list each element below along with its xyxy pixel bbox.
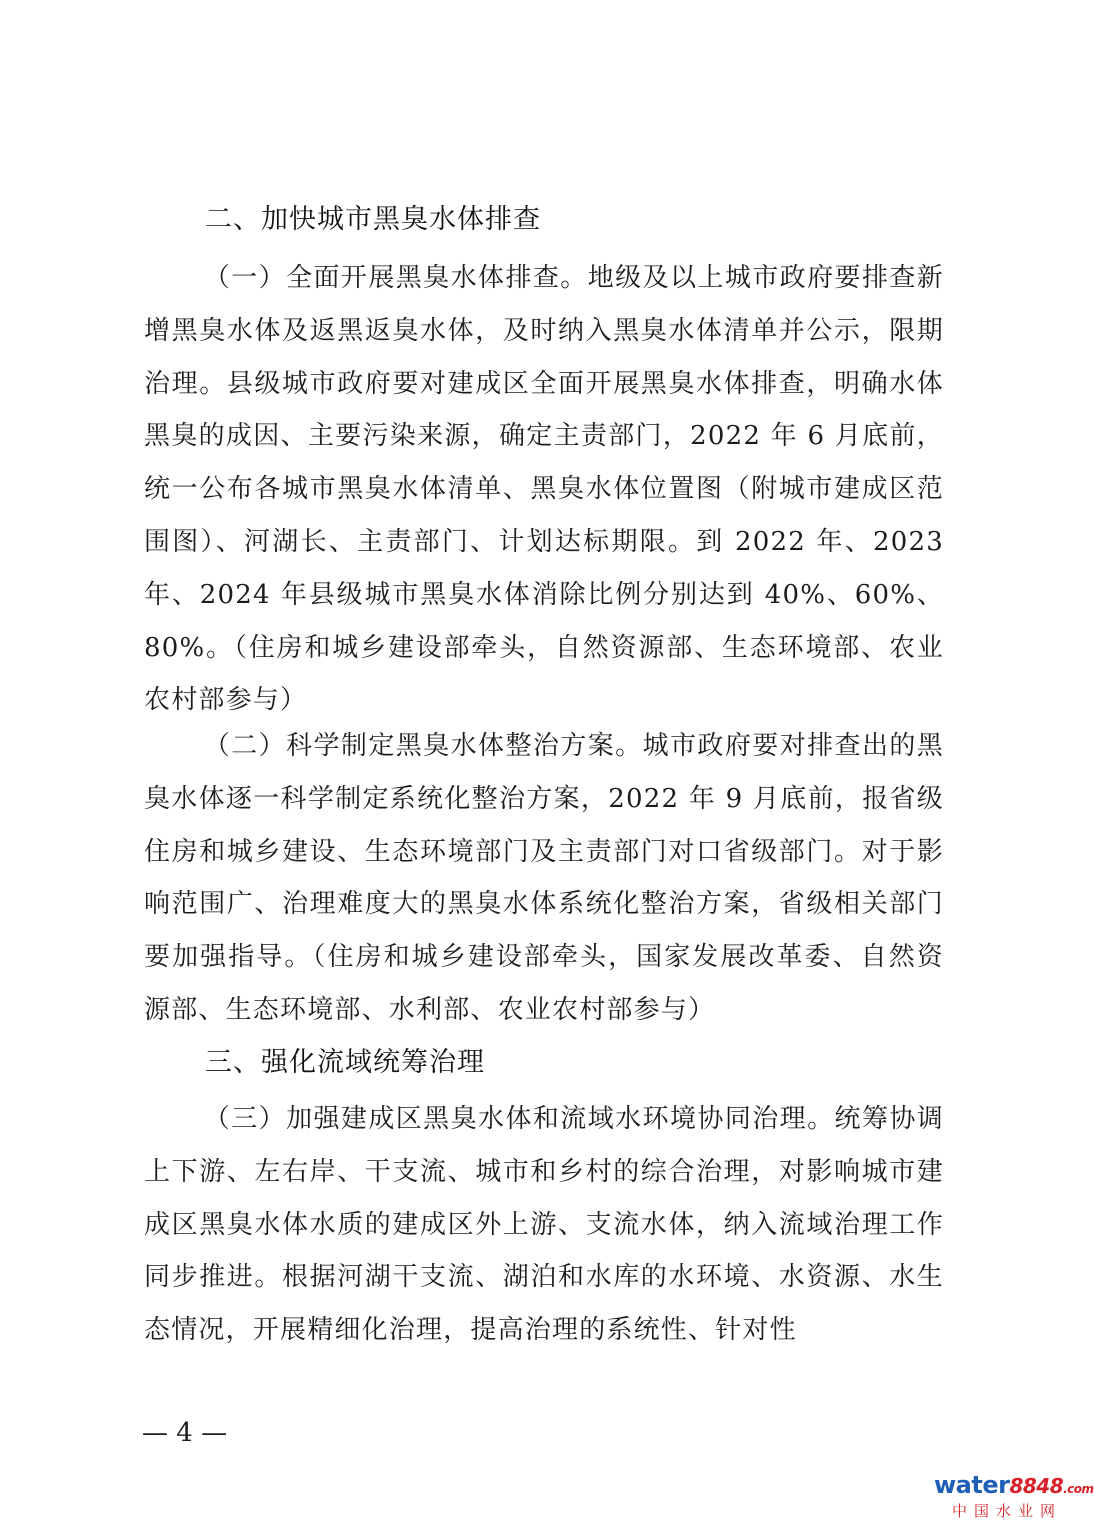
section-3-heading: 三、强化流域统筹治理 bbox=[205, 1047, 485, 1078]
watermark-number: 8848 bbox=[1009, 1474, 1064, 1498]
section-2-item-1-paragraph bbox=[144, 252, 944, 727]
page-number: — 4 — bbox=[142, 1418, 228, 1448]
site-watermark-logo bbox=[934, 1471, 1094, 1520]
watermark-word: water bbox=[934, 1471, 1010, 1499]
item-2-text: 城市政府要对排查出的黑臭水体逐一科学制定系统化整治方案，2022 年 9 月底前，报省级住房和城乡建设、生态环境部门及主责部门对口省级部门。对于影响范围广、治理难度大的黑臭水体系统化整治方案，省级相关部门要加强指导。（住房和城乡建设部牵头，国家发展改革委、自然资源部、生态环境部、水利部、农业农村部参与） bbox=[144, 731, 945, 1025]
item-1-lead: （一）全面开展黑臭水体排查。 bbox=[203, 263, 588, 293]
item-1-text: 地级及以上城市政府要排查新增黑臭水体及返黑返臭水体，及时纳入黑臭水体清单并公示，限期治理。县级城市政府要对建成区全面开展黑臭水体排查，明确水体黑臭的成因、主要污染来源，确定主责部门，2022 年 6 月底前，统一公布各城市黑臭水体清单、黑臭水体位置图（附城市建成区范围图）、河湖长、主责部门、计划达标期限。到 2022 年、2023 年、2024 年县级城市黑臭水体消除比例分别达到 40%、60%、80%。（住房和城乡建设部牵头，自然资源部、生态环境部、农业农村部参与） bbox=[144, 263, 944, 716]
section-2-heading: 二、加快城市黑臭水体排查 bbox=[205, 204, 541, 235]
section-2-item-2-paragraph bbox=[144, 720, 944, 1037]
watermark-subtitle: 中国水业网 bbox=[952, 1502, 1063, 1520]
item-2-lead: （二）科学制定黑臭水体整治方案。 bbox=[203, 731, 643, 761]
section-3-item-3-paragraph bbox=[144, 1093, 944, 1357]
watermark-brand bbox=[934, 1471, 1094, 1502]
item-3-lead: （三）加强建成区黑臭水体和流域水环境协同治理。 bbox=[203, 1104, 835, 1134]
watermark-suffix: .com bbox=[1063, 1482, 1094, 1496]
item-3-text: 统筹协调上下游、左右岸、干支流、城市和乡村的综合治理，对影响城市建成区黑臭水体水质的建成区外上游、支流水体，纳入流域治理工作同步推进。根据河湖干支流、湖泊和水库的水环境、水资源、水生态情况，开展精细化治理，提高治理的系统性、针对性 bbox=[144, 1104, 944, 1346]
